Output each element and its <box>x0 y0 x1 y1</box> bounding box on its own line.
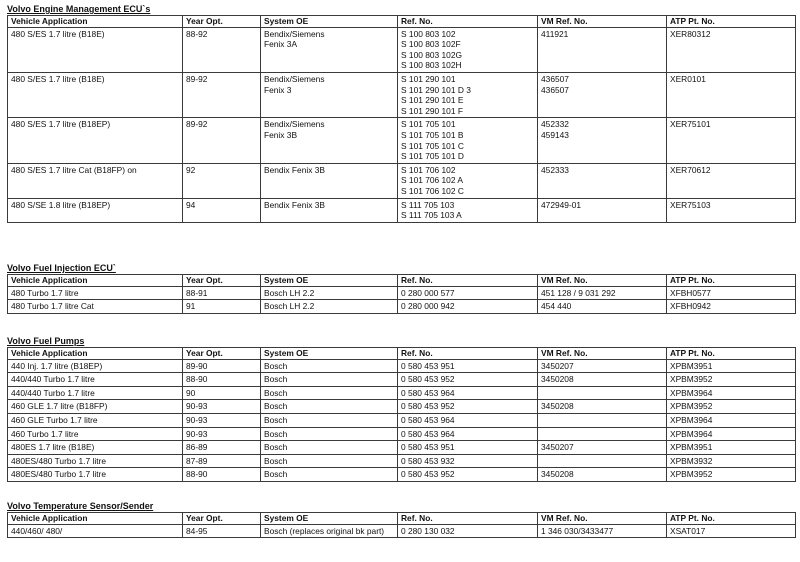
cell-line: 89-92 <box>186 119 208 130</box>
table-row <box>8 413 796 427</box>
cell-line: 460 Turbo 1.7 litre <box>11 428 79 439</box>
cell-line: 89-90 <box>186 360 208 371</box>
cell-line: XER75101 <box>670 119 711 130</box>
cell-line: 0 580 453 932 <box>401 455 455 466</box>
column-header-year-opt: Year Opt. <box>183 348 261 360</box>
cell-vehicle-application <box>8 300 183 314</box>
cell-vm-ref-no <box>538 413 667 427</box>
cell-year-opt <box>183 400 261 414</box>
cell-vm-ref-no <box>538 118 667 163</box>
cell-line: 3450207 <box>541 360 574 371</box>
cell-line: Bosch <box>264 442 288 453</box>
cell-atp-pt-no <box>667 454 796 468</box>
cell-vehicle-application <box>8 454 183 468</box>
cell-line: 436507 <box>541 73 569 84</box>
cell-vehicle-application <box>8 27 183 72</box>
cell-line: 84-95 <box>186 525 208 536</box>
column-header-system-oe: System OE <box>261 513 398 525</box>
cell-line: XER70612 <box>670 164 711 175</box>
cell-line: Fenix 3B <box>264 129 298 140</box>
header-row <box>8 275 796 287</box>
cell-line: 90 <box>186 387 196 398</box>
cell-vm-ref-no <box>538 468 667 482</box>
cell-line: XPBM3964 <box>670 428 713 439</box>
cell-line: S 100 803 102G <box>401 49 463 60</box>
cell-vm-ref-no <box>538 400 667 414</box>
cell-vm-ref-no <box>538 163 667 198</box>
cell-atp-pt-no <box>667 163 796 198</box>
cell-vehicle-application <box>8 413 183 427</box>
cell-line: Bosch <box>264 401 288 412</box>
cell-line: S 101 290 101 D 3 <box>401 84 471 95</box>
column-header-year-opt: Year Opt. <box>183 275 261 287</box>
cell-line: 90-93 <box>186 401 208 412</box>
table-row <box>8 163 796 198</box>
cell-line: S 101 290 101 F <box>401 105 463 116</box>
cell-atp-pt-no <box>667 413 796 427</box>
cell-line: 460 GLE 1.7 litre (B18FP) <box>11 401 108 412</box>
cell-line: 94 <box>186 199 196 210</box>
cell-ref-no <box>398 524 538 538</box>
cell-line: 0 280 130 032 <box>401 525 455 536</box>
cell-line: XPBM3951 <box>670 442 713 453</box>
column-header-atp-pt-no: ATP Pt. No. <box>667 275 796 287</box>
cell-atp-pt-no <box>667 427 796 441</box>
header-row <box>8 16 796 28</box>
column-header-ref-no: Ref. No. <box>398 348 538 360</box>
cell-vehicle-application <box>8 468 183 482</box>
cell-system-oe <box>261 524 398 538</box>
cell-line: 3450207 <box>541 442 574 453</box>
cell-atp-pt-no <box>667 524 796 538</box>
parts-table <box>7 512 796 538</box>
table-row <box>8 359 796 373</box>
column-header-vm-ref-no: VM Ref. No. <box>538 275 667 287</box>
section-title: Volvo Engine Management ECU`s <box>7 4 151 14</box>
cell-vehicle-application <box>8 441 183 455</box>
cell-line: XPBM3952 <box>670 374 713 385</box>
cell-line: 0 580 453 951 <box>401 360 455 371</box>
cell-ref-no <box>398 163 538 198</box>
cell-line: 480 S/SE 1.8 litre (B18EP) <box>11 199 111 210</box>
cell-vehicle-application <box>8 373 183 387</box>
table-row <box>8 373 796 387</box>
cell-line: XFBH0577 <box>670 287 711 298</box>
cell-atp-pt-no <box>667 27 796 72</box>
cell-line: S 101 706 102 C <box>401 185 464 196</box>
cell-system-oe <box>261 27 398 72</box>
cell-line: 0 580 453 951 <box>401 442 455 453</box>
cell-year-opt <box>183 118 261 163</box>
table-row <box>8 286 796 300</box>
cell-line: 92 <box>186 164 196 175</box>
cell-atp-pt-no <box>667 359 796 373</box>
column-header-vm-ref-no: VM Ref. No. <box>538 16 667 28</box>
cell-line: Bosch <box>264 414 288 425</box>
cell-ref-no <box>398 359 538 373</box>
cell-year-opt <box>183 163 261 198</box>
cell-line: S 111 705 103 <box>401 199 455 210</box>
cell-system-oe <box>261 441 398 455</box>
cell-line: S 111 705 103 A <box>401 210 462 221</box>
cell-line: 440/460/ 480/ <box>11 525 63 536</box>
cell-line: Bendix/Siemens <box>264 119 325 130</box>
cell-line: XPBM3964 <box>670 414 713 425</box>
column-header-system-oe: System OE <box>261 275 398 287</box>
cell-system-oe <box>261 359 398 373</box>
cell-atp-pt-no <box>667 286 796 300</box>
column-header-vm-ref-no: VM Ref. No. <box>538 348 667 360</box>
cell-year-opt <box>183 72 261 117</box>
cell-line: Bendix Fenix 3B <box>264 199 325 210</box>
cell-year-opt <box>183 359 261 373</box>
cell-line <box>541 415 664 426</box>
cell-ref-no <box>398 454 538 468</box>
cell-vehicle-application <box>8 386 183 400</box>
cell-line: 480 S/ES 1.7 litre (B18E) <box>11 73 105 84</box>
cell-line: 90-93 <box>186 414 208 425</box>
cell-line: 3450208 <box>541 374 574 385</box>
cell-ref-no <box>398 27 538 72</box>
cell-line: Bosch <box>264 374 288 385</box>
cell-year-opt <box>183 386 261 400</box>
column-header-ref-no: Ref. No. <box>398 16 538 28</box>
column-header-vehicle-application: Vehicle Application <box>8 16 183 28</box>
cell-line: 88-90 <box>186 374 208 385</box>
section-fuel-pumps <box>7 335 795 482</box>
cell-year-opt <box>183 454 261 468</box>
cell-system-oe <box>261 198 398 222</box>
cell-line: 91 <box>186 301 196 312</box>
section-fuel-injection-ecu <box>7 262 795 314</box>
cell-vm-ref-no <box>538 359 667 373</box>
cell-vm-ref-no <box>538 72 667 117</box>
cell-line: S 101 706 102 <box>401 164 456 175</box>
cell-system-oe <box>261 454 398 468</box>
cell-ref-no <box>398 468 538 482</box>
cell-line: 88-90 <box>186 469 208 480</box>
cell-vehicle-application <box>8 118 183 163</box>
cell-line: 460 GLE Turbo 1.7 litre <box>11 414 98 425</box>
column-header-ref-no: Ref. No. <box>398 275 538 287</box>
cell-line: S 101 706 102 A <box>401 175 463 186</box>
cell-line: Bendix Fenix 3B <box>264 164 325 175</box>
cell-vm-ref-no <box>538 198 667 222</box>
cell-line: 480 Turbo 1.7 litre <box>11 287 79 298</box>
column-header-vm-ref-no: VM Ref. No. <box>538 513 667 525</box>
table-row <box>8 198 796 222</box>
cell-line: Bosch LH 2.2 <box>264 301 315 312</box>
cell-line: 0 280 000 577 <box>401 287 455 298</box>
cell-year-opt <box>183 413 261 427</box>
cell-atp-pt-no <box>667 468 796 482</box>
table-row <box>8 386 796 400</box>
table-row <box>8 27 796 72</box>
cell-ref-no <box>398 198 538 222</box>
parts-table <box>7 15 796 223</box>
cell-atp-pt-no <box>667 72 796 117</box>
cell-ref-no <box>398 72 538 117</box>
cell-line: 3450208 <box>541 469 574 480</box>
cell-system-oe <box>261 300 398 314</box>
cell-year-opt <box>183 468 261 482</box>
column-header-year-opt: Year Opt. <box>183 513 261 525</box>
section-title: Volvo Temperature Sensor/Sender <box>7 501 154 511</box>
cell-vm-ref-no <box>538 27 667 72</box>
cell-line: XPBM3952 <box>670 469 713 480</box>
cell-line: XER75103 <box>670 199 711 210</box>
cell-line: S 101 705 101 C <box>401 140 464 151</box>
cell-ref-no <box>398 400 538 414</box>
cell-line: Fenix 3A <box>264 39 298 50</box>
cell-line: 440 Inj. 1.7 litre (B18EP) <box>11 360 103 371</box>
cell-vm-ref-no <box>538 386 667 400</box>
table-row <box>8 441 796 455</box>
cell-vm-ref-no <box>538 427 667 441</box>
cell-vehicle-application <box>8 524 183 538</box>
parts-table <box>7 274 796 314</box>
cell-vehicle-application <box>8 427 183 441</box>
cell-line: Bosch <box>264 428 288 439</box>
cell-vm-ref-no <box>538 441 667 455</box>
cell-line: 88-92 <box>186 28 208 39</box>
header-row <box>8 348 796 360</box>
cell-line: XFBH0942 <box>670 301 711 312</box>
cell-line: 480 S/ES 1.7 litre Cat (B18FP) on <box>11 164 137 175</box>
column-header-ref-no: Ref. No. <box>398 513 538 525</box>
cell-vehicle-application <box>8 72 183 117</box>
cell-line: 480 S/ES 1.7 litre (B18EP) <box>11 119 111 130</box>
cell-ref-no <box>398 441 538 455</box>
cell-line: S 101 705 101 D <box>401 151 464 162</box>
cell-vm-ref-no <box>538 373 667 387</box>
cell-system-oe <box>261 427 398 441</box>
cell-atp-pt-no <box>667 198 796 222</box>
cell-system-oe <box>261 373 398 387</box>
cell-line: Bosch <box>264 360 288 371</box>
column-header-system-oe: System OE <box>261 348 398 360</box>
cell-line: Fenix 3 <box>264 84 292 95</box>
column-header-vehicle-application: Vehicle Application <box>8 275 183 287</box>
cell-year-opt <box>183 286 261 300</box>
cell-line: 0 580 453 964 <box>401 428 455 439</box>
cell-line: 451 128 / 9 031 292 <box>541 287 616 298</box>
cell-ref-no <box>398 118 538 163</box>
section-title: Volvo Fuel Pumps <box>7 336 85 346</box>
cell-line: 89-92 <box>186 73 208 84</box>
column-header-vehicle-application: Vehicle Application <box>8 513 183 525</box>
cell-line: 0 580 453 964 <box>401 387 455 398</box>
cell-vehicle-application <box>8 359 183 373</box>
cell-ref-no <box>398 386 538 400</box>
cell-year-opt <box>183 27 261 72</box>
cell-line: 480 Turbo 1.7 litre Cat <box>11 301 94 312</box>
cell-system-oe <box>261 468 398 482</box>
cell-line: Bosch <box>264 455 288 466</box>
column-header-atp-pt-no: ATP Pt. No. <box>667 348 796 360</box>
cell-line: Bosch LH 2.2 <box>264 287 315 298</box>
cell-line: 90-93 <box>186 428 208 439</box>
cell-line: Bendix/Siemens <box>264 73 325 84</box>
table-row <box>8 118 796 163</box>
cell-vehicle-application <box>8 400 183 414</box>
cell-year-opt <box>183 524 261 538</box>
column-header-vehicle-application: Vehicle Application <box>8 348 183 360</box>
cell-line: 0 580 453 952 <box>401 374 455 385</box>
cell-system-oe <box>261 386 398 400</box>
cell-line: 480ES/480 Turbo 1.7 litre <box>11 469 106 480</box>
cell-line: 452332 <box>541 119 569 130</box>
cell-line: Bosch (replaces original bk part) <box>264 525 385 536</box>
cell-line: 454 440 <box>541 301 572 312</box>
cell-line: XSAT017 <box>670 525 706 536</box>
cell-line: 0 580 453 952 <box>401 401 455 412</box>
cell-system-oe <box>261 72 398 117</box>
cell-vehicle-application <box>8 163 183 198</box>
cell-system-oe <box>261 400 398 414</box>
cell-line: 86-89 <box>186 442 208 453</box>
cell-line: XPBM3932 <box>670 455 713 466</box>
cell-line: Bosch <box>264 387 288 398</box>
cell-ref-no <box>398 373 538 387</box>
cell-line: Bosch <box>264 469 288 480</box>
cell-line: S 100 803 102 <box>401 28 456 39</box>
cell-year-opt <box>183 373 261 387</box>
cell-line: XER0101 <box>670 73 706 84</box>
cell-line: S 100 803 102H <box>401 60 462 71</box>
cell-system-oe <box>261 118 398 163</box>
column-header-year-opt: Year Opt. <box>183 16 261 28</box>
cell-ref-no <box>398 427 538 441</box>
cell-line: 440/440 Turbo 1.7 litre <box>11 374 95 385</box>
cell-year-opt <box>183 300 261 314</box>
parts-table <box>7 347 796 482</box>
cell-line: 88-91 <box>186 287 208 298</box>
cell-line: 0 580 453 952 <box>401 469 455 480</box>
table-row <box>8 400 796 414</box>
column-header-atp-pt-no: ATP Pt. No. <box>667 513 796 525</box>
cell-line: 87-89 <box>186 455 208 466</box>
cell-line: 0 580 453 964 <box>401 414 455 425</box>
cell-line: 480ES 1.7 litre (B18E) <box>11 442 95 453</box>
cell-line: 440/440 Turbo 1.7 litre <box>11 387 95 398</box>
table-row <box>8 454 796 468</box>
cell-line: S 101 705 101 B <box>401 129 464 140</box>
cell-line: XPBM3951 <box>670 360 713 371</box>
cell-line: XER80312 <box>670 28 711 39</box>
cell-line <box>541 388 664 399</box>
cell-vm-ref-no <box>538 300 667 314</box>
cell-line: 472949-01 <box>541 199 582 210</box>
cell-atp-pt-no <box>667 386 796 400</box>
cell-atp-pt-no <box>667 373 796 387</box>
cell-ref-no <box>398 413 538 427</box>
table-row <box>8 468 796 482</box>
cell-year-opt <box>183 441 261 455</box>
cell-atp-pt-no <box>667 118 796 163</box>
cell-line: 436507 <box>541 84 569 95</box>
cell-line: 480 S/ES 1.7 litre (B18E) <box>11 28 105 39</box>
section-engine-management-ecu <box>7 3 795 223</box>
cell-line: S 101 705 101 <box>401 119 456 130</box>
cell-line: 1 346 030/3433477 <box>541 525 614 536</box>
section-temperature-sensor <box>7 500 795 538</box>
cell-year-opt <box>183 198 261 222</box>
cell-line <box>541 456 664 467</box>
cell-line: S 100 803 102F <box>401 39 461 50</box>
cell-line: 3450208 <box>541 401 574 412</box>
cell-line: XPBM3964 <box>670 387 713 398</box>
cell-vm-ref-no <box>538 286 667 300</box>
cell-atp-pt-no <box>667 300 796 314</box>
table-row <box>8 300 796 314</box>
cell-line: 459143 <box>541 129 569 140</box>
cell-system-oe <box>261 413 398 427</box>
cell-line: S 101 290 101 E <box>401 95 464 106</box>
table-row <box>8 427 796 441</box>
column-header-atp-pt-no: ATP Pt. No. <box>667 16 796 28</box>
header-row <box>8 513 796 525</box>
cell-atp-pt-no <box>667 441 796 455</box>
cell-line: 452333 <box>541 164 569 175</box>
cell-line: 0 280 000 942 <box>401 301 455 312</box>
cell-line: 411921 <box>541 28 569 39</box>
table-row <box>8 72 796 117</box>
table-row <box>8 524 796 538</box>
cell-ref-no <box>398 300 538 314</box>
cell-vm-ref-no <box>538 524 667 538</box>
cell-vehicle-application <box>8 286 183 300</box>
cell-year-opt <box>183 427 261 441</box>
cell-system-oe <box>261 286 398 300</box>
cell-line: XPBM3952 <box>670 401 713 412</box>
cell-line: S 101 290 101 <box>401 73 456 84</box>
cell-ref-no <box>398 286 538 300</box>
cell-line: Bendix/Siemens <box>264 28 325 39</box>
cell-atp-pt-no <box>667 400 796 414</box>
cell-system-oe <box>261 163 398 198</box>
cell-line: 480ES/480 Turbo 1.7 litre <box>11 455 106 466</box>
cell-line <box>541 429 664 440</box>
cell-vm-ref-no <box>538 454 667 468</box>
column-header-system-oe: System OE <box>261 16 398 28</box>
section-title: Volvo Fuel Injection ECU` <box>7 263 116 273</box>
cell-vehicle-application <box>8 198 183 222</box>
